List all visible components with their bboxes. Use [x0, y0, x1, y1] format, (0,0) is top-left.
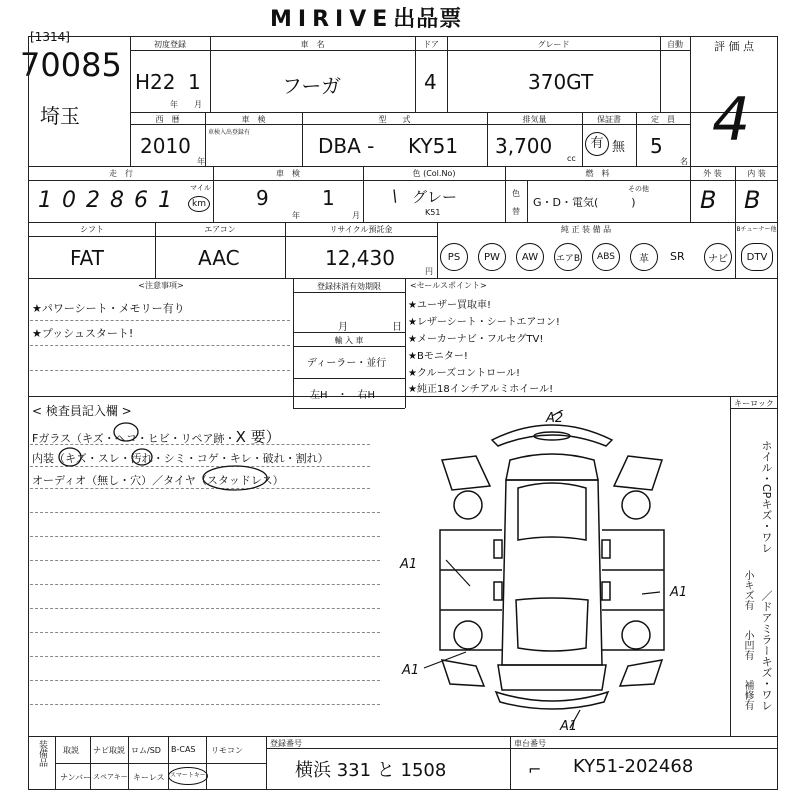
note-2: ★プッシュスタート! — [32, 327, 134, 340]
header-displacement: 排気量 — [522, 115, 547, 124]
warranty-no: 無 — [612, 140, 626, 155]
docs-label: 装備品 — [37, 740, 47, 767]
lot-number: 70085 — [20, 46, 122, 84]
doc-navi-manual: ナビ取説 — [93, 746, 125, 755]
chassis-value: KY51-202468 — [573, 756, 694, 777]
model-prefix: DBA - — [318, 134, 375, 158]
equip-sr: SR — [670, 250, 685, 263]
header-chassis: 車台番号 — [514, 739, 546, 748]
header-auction: 自動 — [667, 40, 683, 49]
mileage-unit-mile: マイル — [190, 184, 211, 192]
color-side-1: 色 — [512, 189, 520, 198]
header-doors: ドア — [423, 40, 439, 49]
shaken-month-value: 1 — [322, 186, 335, 210]
doc-manual: 取説 — [63, 746, 79, 755]
equip-dtv: DTV — [741, 243, 773, 271]
era-value: H22 — [135, 70, 176, 94]
inspection-x-mark: X 要） — [235, 428, 281, 446]
sales-point-6: ★純正18インチアルミホイール! — [408, 384, 554, 395]
chassis-mark: ⌐ — [528, 760, 542, 779]
equip-navi: ナビ — [704, 243, 732, 271]
header-mileage: 走 行 — [109, 169, 133, 178]
era-units: 年 月 — [170, 100, 202, 109]
reg-month: 月 — [338, 322, 348, 333]
title-suffix: 出品票 — [393, 7, 463, 32]
header-interior: 内 装 — [747, 169, 766, 178]
mileage-digits: 102861 — [38, 188, 182, 213]
header-capacity: 定 員 — [651, 115, 675, 124]
color-side-2: 替 — [512, 207, 520, 216]
header-western-year: 西 暦 — [155, 115, 180, 124]
displacement-value: 3,700 — [495, 134, 553, 158]
sales-point-3: ★メーカーナビ・フルセグTV! — [408, 334, 544, 345]
header-shift: シフト — [80, 225, 104, 234]
header-exterior: 外 装 — [703, 169, 722, 178]
damage-mark-a2: A2 — [546, 411, 564, 426]
color-value: グレー — [412, 188, 458, 206]
header-inspector: < 検査員記入欄 > — [32, 404, 132, 418]
header-import: 輸 入 車 — [334, 336, 364, 345]
header-equipment: 純 正 装 備 品 — [560, 225, 612, 234]
equip-aw: AW — [516, 243, 544, 271]
shaken-year-value: 9 — [256, 186, 269, 210]
header-plate: 登録番号 — [270, 739, 302, 748]
sales-point-2: ★レザーシート・シートエアコン! — [408, 317, 560, 328]
shaken-note: 車検入出登録有 — [208, 129, 251, 136]
header-notes: <注意事項> — [138, 281, 184, 290]
header-fuel: 燃 料 — [585, 169, 610, 178]
brand-name: MIRIVE — [270, 7, 394, 32]
shift-value: FAT — [70, 246, 105, 270]
header-reg-deadline: 登録抹消有効期限 — [317, 282, 381, 291]
side-note-5: 補修有 — [742, 680, 753, 710]
header-tuner: Bチューナー他 — [736, 226, 777, 233]
color-mark: \ — [392, 186, 398, 205]
capacity-value: 5 — [650, 134, 663, 158]
lot-code: [1314] — [30, 30, 70, 44]
warranty-yes: 有 — [585, 132, 609, 156]
car-name-value: フーガ — [282, 74, 341, 98]
doc-remote: リモコン — [211, 746, 243, 755]
doc-smart-key: スマートキー — [168, 767, 208, 785]
recycle-value: 12,430 — [325, 246, 395, 270]
doc-rom-sd: ロム/SD — [131, 746, 161, 755]
header-first-reg: 初度登録 — [154, 40, 186, 49]
recycle-unit: 円 — [425, 267, 433, 276]
header-sales-points: <セールスポイント> — [410, 281, 487, 290]
inspection-line-1: Fガラス（キズ・ヘコ・ヒビ・リペア跡・X 要） — [32, 428, 281, 446]
grade-value: 370GT — [528, 70, 594, 94]
sales-point-5: ★クルーズコントロール! — [408, 368, 520, 379]
header-color: 色 (Col.No) — [412, 169, 456, 178]
doc-keyless: キーレス — [133, 773, 165, 782]
damage-mark-left-rear: A1 — [402, 663, 420, 678]
note-1: ★パワーシート・メモリー有り — [32, 302, 185, 315]
sales-point-1: ★ユーザー買取車! — [408, 300, 491, 311]
capacity-unit: 名 — [680, 157, 688, 166]
month-value: 1 — [188, 70, 201, 94]
plate-value: 横浜 331 と 1508 — [295, 760, 447, 781]
header-grade: グレード — [537, 40, 570, 49]
import-steering: 左H ・ 右H — [310, 390, 376, 401]
header-score: 評 価 点 — [714, 40, 754, 53]
region: 埼玉 — [40, 104, 80, 128]
header-shaken: 車 検 — [241, 115, 266, 124]
header-car-name: 車 名 — [300, 40, 325, 49]
doc-bcas: B-CAS — [171, 745, 196, 754]
equip-pw: PW — [478, 243, 506, 271]
reg-day: 日 — [392, 322, 402, 333]
side-note-1: ホイル・CPキズ・ワレ — [760, 440, 773, 554]
side-note-3: ／ドアミラーキズ・ワレ — [760, 590, 773, 711]
header-key-lock: キーロック — [734, 399, 774, 408]
header-model-type: 型 式 — [378, 115, 411, 124]
import-type: ディーラー・並行 — [307, 358, 387, 369]
header-aircon: エアコン — [204, 225, 236, 234]
side-note-2: 小キズ有 — [742, 570, 753, 610]
shaken-year-unit: 年 — [292, 211, 300, 220]
equip-airbag: エアB — [554, 243, 582, 271]
shaken-month-unit: 月 — [352, 211, 360, 220]
header-warranty: 保証書 — [597, 115, 621, 124]
year-unit: 年 — [197, 157, 205, 166]
damage-mark-left: A1 — [400, 557, 418, 572]
damage-mark-right: A1 — [670, 585, 688, 600]
year-value: 2010 — [140, 134, 191, 158]
cc-unit: cc — [567, 154, 576, 163]
aircon-value: AAC — [198, 246, 240, 270]
inspection-line-2: 内装（キズ・スレ・汚れ・シミ・コゲ・キレ・破れ・割れ） — [32, 452, 329, 465]
equip-leather: 革 — [630, 243, 658, 271]
doc-spare-key: スペアキー — [93, 773, 128, 781]
inspection-line-3: オーディオ（無し・穴）／タイヤ（スタッドレス） — [32, 474, 284, 487]
header-recycle: リサイクル預託金 — [329, 225, 393, 234]
interior-value: B — [744, 186, 761, 214]
side-notes — [736, 440, 776, 740]
equip-ps: PS — [440, 243, 468, 271]
model-value: KY51 — [408, 134, 459, 158]
fuel-other-label: その他 — [628, 185, 649, 193]
exterior-value: B — [700, 186, 717, 214]
score-value: 4 — [712, 85, 751, 155]
equip-abs: ABS — [592, 243, 620, 271]
header-shaken-exp: 車 検 — [276, 169, 300, 178]
car-diagram — [380, 410, 725, 740]
damage-mark-rear: A1 — [560, 719, 578, 734]
side-note-4: 小凹有 — [742, 630, 753, 660]
fuel-options: G・D・電気( ) — [533, 196, 636, 209]
doc-number-plate: ナンバー — [60, 773, 92, 782]
color-code: K51 — [425, 208, 441, 217]
mileage-unit-km: km — [188, 196, 210, 212]
doors-value: 4 — [424, 70, 437, 94]
sales-point-4: ★Bモニター! — [408, 351, 468, 362]
